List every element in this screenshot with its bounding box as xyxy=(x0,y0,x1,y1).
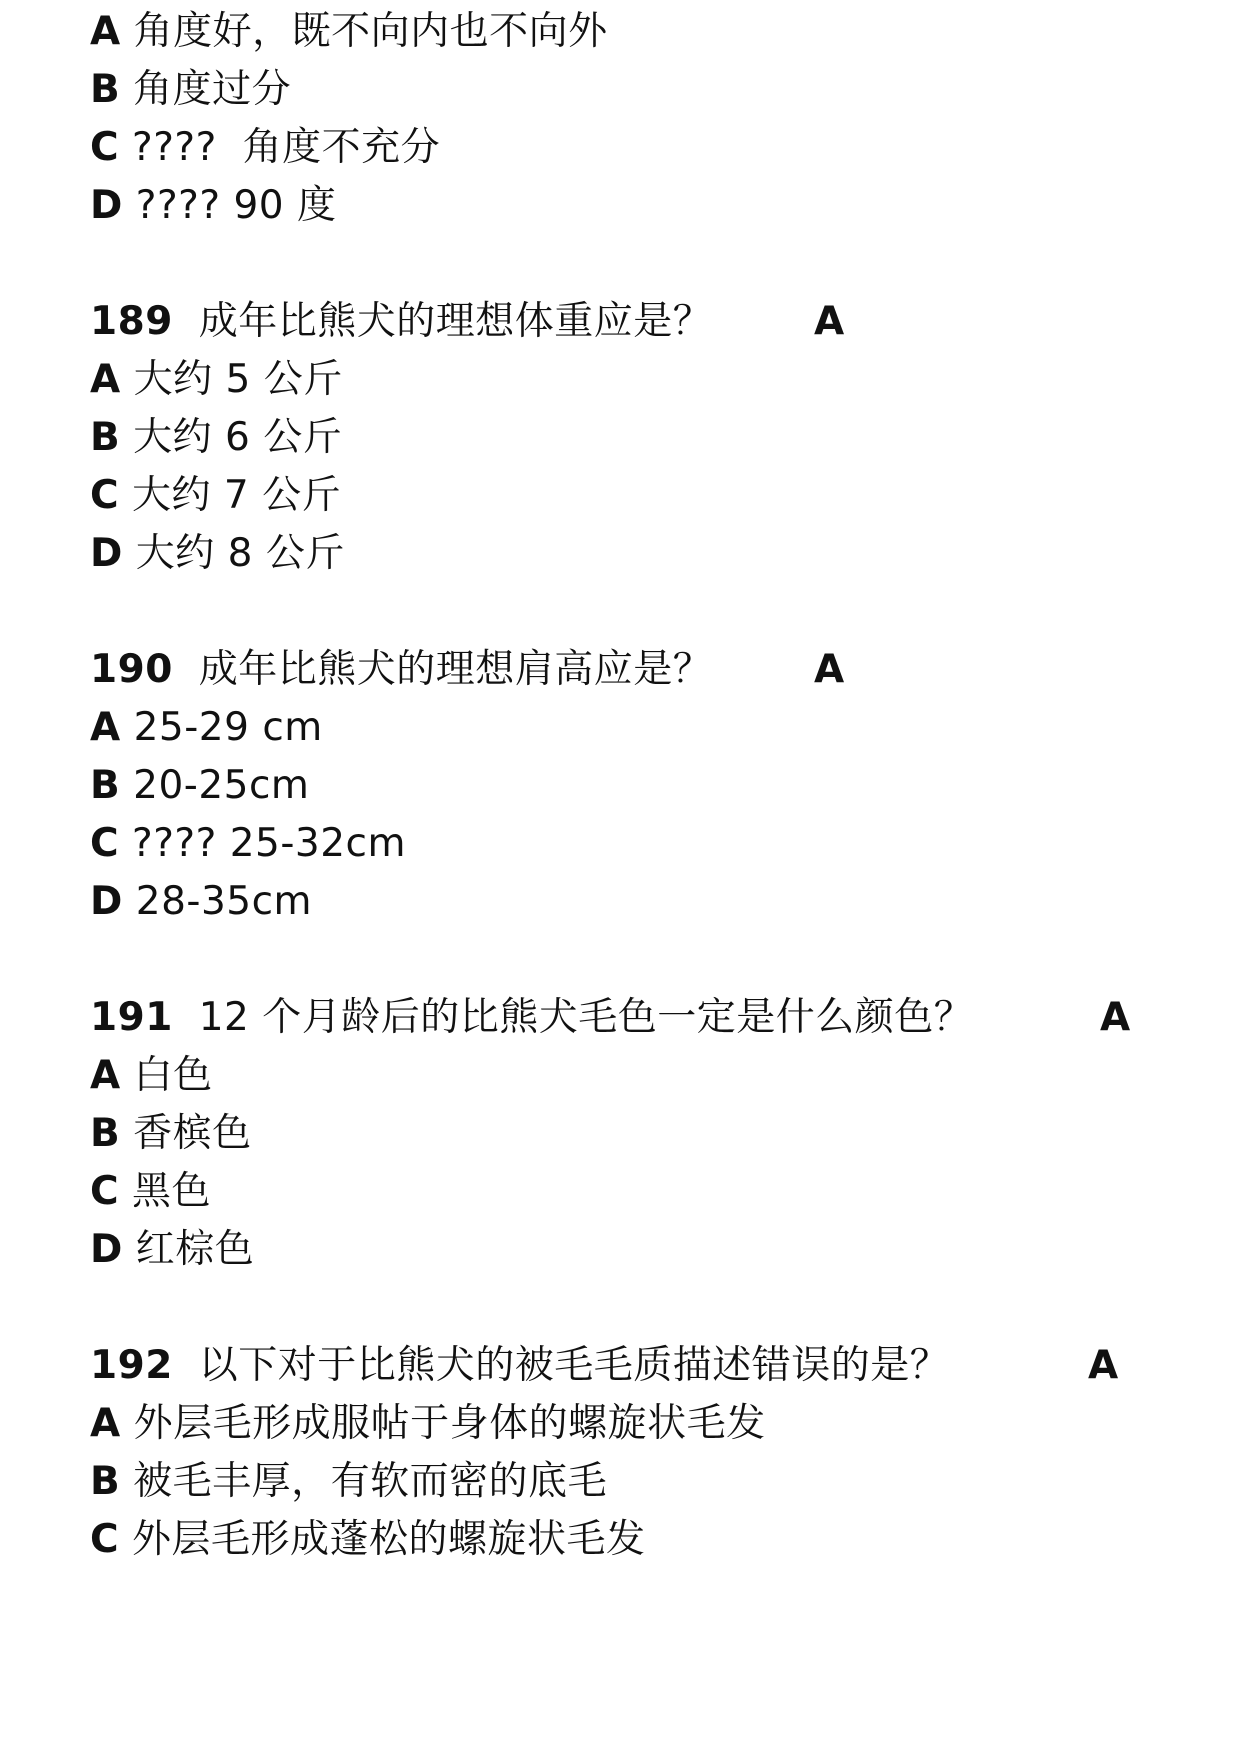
q190-answer: A xyxy=(814,647,845,692)
q192-option-b: B 被毛丰厚，有软而密的底毛 xyxy=(90,1459,608,1504)
q191-option-b: B 香槟色 xyxy=(90,1111,252,1156)
q189-option-c: C 大约 7 公斤 xyxy=(90,473,342,518)
q189-option-b: B 大约 6 公斤 xyxy=(90,415,343,460)
q192-question: 192 以下对于比熊犬的被毛毛质描述错误的是？ xyxy=(90,1343,950,1388)
q189-answer: A xyxy=(814,299,845,344)
q191-question: 191 12 个月龄后的比熊犬毛色一定是什么颜色？ xyxy=(90,995,974,1040)
q189-option-a: A 大约 5 公斤 xyxy=(90,357,343,402)
q192-answer: A xyxy=(1088,1343,1119,1388)
q191-option-d: D 红棕色 xyxy=(90,1227,255,1272)
q191-option-c: C 黑色 xyxy=(90,1169,212,1214)
q190-option-a: A 25-29 cm xyxy=(90,705,323,750)
q188-option-a: A 角度好，既不向内也不向外 xyxy=(90,9,608,54)
q190-option-c: C ???? 25-32cm xyxy=(90,821,406,866)
q189-question: 189 成年比熊犬的理想体重应是？ xyxy=(90,299,713,344)
q190-option-d: D 28-35cm xyxy=(90,879,313,924)
q188-option-c: C ???? 角度不充分 xyxy=(90,125,441,170)
q189-option-d: D 大约 8 公斤 xyxy=(90,531,345,576)
q188-option-d: D ???? 90 度 xyxy=(90,183,337,228)
q188-option-b: B 角度过分 xyxy=(90,67,292,112)
q191-answer: A xyxy=(1100,995,1131,1040)
q192-option-c: C 外层毛形成蓬松的螺旋状毛发 xyxy=(90,1517,646,1562)
q190-option-b: B 20-25cm xyxy=(90,763,310,808)
q192-option-a: A 外层毛形成服帖于身体的螺旋状毛发 xyxy=(90,1401,766,1446)
q191-option-a: A 白色 xyxy=(90,1053,213,1098)
q190-question: 190 成年比熊犬的理想肩高应是？ xyxy=(90,647,713,692)
